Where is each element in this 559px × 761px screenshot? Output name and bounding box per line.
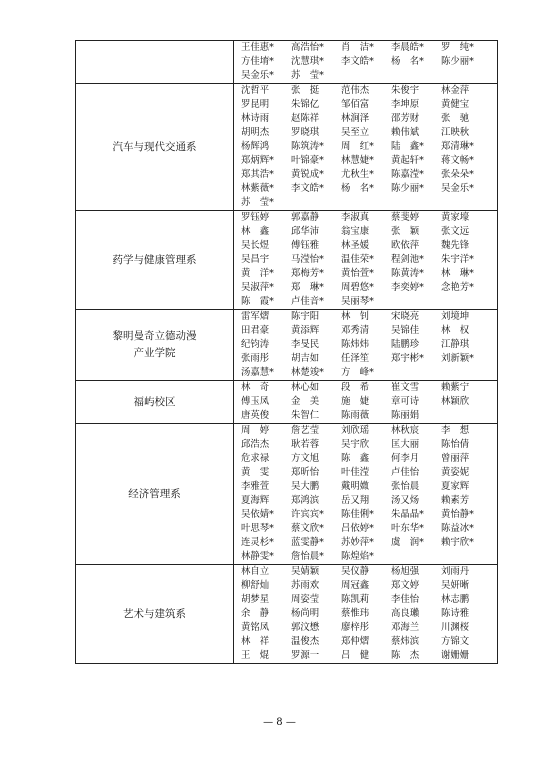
- student-name: 林自立: [241, 566, 270, 577]
- department-name: 汽车与现代交通系: [76, 84, 234, 211]
- student-name: 范伟杰: [341, 85, 370, 96]
- name-line: [241, 281, 497, 295]
- student-name: 段 希: [341, 382, 370, 393]
- name-line: [241, 466, 497, 480]
- department-name: 艺术与建筑系: [76, 565, 234, 664]
- student-name: 卢佳音*: [291, 296, 324, 307]
- student-name: 陈佳俐*: [341, 509, 374, 520]
- student-name: 黄家壕: [441, 212, 470, 223]
- student-name: 唐英俊: [241, 410, 270, 421]
- student-name: 杨 名*: [391, 56, 424, 67]
- name-line: [241, 395, 497, 409]
- student-name: 吴昌宇: [241, 254, 270, 265]
- student-name: 陈 杰: [391, 650, 420, 661]
- student-name: 沈慧琪*: [291, 56, 324, 67]
- student-name: 苏雨欢: [291, 580, 320, 591]
- name-line: [241, 607, 497, 621]
- student-name: 曾丽萍: [441, 453, 470, 464]
- student-name: 黄添辉: [291, 325, 320, 336]
- student-name: 黄怡萱*: [341, 268, 374, 279]
- student-name: 邓秀清: [341, 325, 370, 336]
- student-name: 张 驰: [441, 113, 470, 124]
- department-name: 黎明曼奇立德动漫 产业学院: [76, 310, 234, 381]
- department-row: [76, 41, 498, 84]
- student-name: 江静琪: [441, 339, 470, 350]
- student-name: 廖梓彤: [341, 622, 370, 633]
- student-name: 黄锐成*: [291, 169, 324, 180]
- name-line: [241, 438, 497, 452]
- name-line: [241, 140, 497, 154]
- student-name: 李 想: [441, 425, 470, 436]
- student-name: 郑清琳*: [441, 141, 474, 152]
- student-name: 罗晓琪: [291, 127, 320, 138]
- student-name: 林 鑫: [241, 226, 270, 237]
- student-name: 黄怡静*: [441, 509, 474, 520]
- student-name: 欧依萍: [391, 240, 420, 251]
- student-name: 李坤原: [391, 99, 420, 110]
- student-names-cell: [234, 310, 498, 381]
- student-name: 纪钧涛: [241, 339, 270, 350]
- name-line: [241, 352, 497, 366]
- name-line: [241, 41, 497, 55]
- student-name: 吴锦佳: [391, 325, 420, 336]
- student-name: 陈凯莉: [341, 594, 370, 605]
- student-name: 夏海辉: [241, 495, 270, 506]
- name-line: [241, 84, 497, 98]
- student-name: 吕依婷*: [341, 523, 374, 534]
- student-name: 张朵朵*: [441, 169, 474, 180]
- department-row: [76, 565, 498, 664]
- student-name: 吴妍晰: [441, 580, 470, 591]
- student-name: 李文皓*: [341, 56, 374, 67]
- student-name: 陈少丽*: [441, 56, 474, 67]
- department-row: [76, 310, 498, 381]
- student-name: 林 祥: [241, 636, 270, 647]
- award-list-table: [75, 40, 498, 664]
- name-line: [241, 225, 497, 239]
- student-name: 苏 莹*: [241, 197, 274, 208]
- student-name: 郑鸿滨: [291, 495, 320, 506]
- student-names-cell: [234, 41, 498, 84]
- student-name: 蔡文欣*: [291, 523, 324, 534]
- name-line: [241, 424, 497, 438]
- student-name: 张雨彤: [241, 353, 270, 364]
- name-line: [241, 55, 497, 69]
- student-name: 陈诗雅: [441, 608, 470, 619]
- name-line: [241, 253, 497, 267]
- name-line: [241, 550, 497, 564]
- student-name: 叶思琴*: [241, 523, 274, 534]
- student-name: 吴丽琴*: [341, 296, 374, 307]
- student-name: 林颖欣: [441, 396, 470, 407]
- student-name: 蔡斐婷: [391, 212, 420, 223]
- student-name: 林秋宸: [391, 425, 420, 436]
- student-name: 汤又炀: [391, 495, 420, 506]
- student-name: 岳又翔: [341, 495, 370, 506]
- student-name: 郑文婷: [391, 580, 420, 591]
- student-name: 陆鹏珍: [391, 339, 420, 350]
- student-name: 陆 鑫*: [391, 141, 424, 152]
- student-name: 陈丽娟: [391, 410, 420, 421]
- student-name: 刘境坤: [441, 311, 470, 322]
- student-name: 周 婷: [241, 425, 270, 436]
- student-name: 李淑真: [341, 212, 370, 223]
- student-name: 周碧悠*: [341, 282, 374, 293]
- student-name: 林 琳*: [441, 268, 474, 279]
- student-name: 陈 霞*: [241, 296, 274, 307]
- student-name: 吴至立: [341, 127, 370, 138]
- name-line: [241, 565, 497, 579]
- name-line: [241, 635, 497, 649]
- student-name: 郑昕怡: [291, 467, 320, 478]
- student-name: 詹怡晨*: [291, 551, 324, 562]
- student-name: 蒋文畅*: [441, 155, 474, 166]
- student-name: 周 红*: [341, 141, 374, 152]
- student-name: 叶佳滢: [341, 467, 370, 478]
- student-name: 吴金乐*: [441, 183, 474, 194]
- student-name: 吴淑萍*: [241, 282, 274, 293]
- department-name: 经济管理系: [76, 424, 234, 565]
- student-name: 郭汶懋: [291, 622, 320, 633]
- student-name: 程剑池*: [391, 254, 424, 265]
- student-name: 黄健宝: [441, 99, 470, 110]
- student-name: 朱俊宇: [391, 85, 420, 96]
- student-name: 苏妙萍*: [341, 537, 374, 548]
- student-name: 马滢怡*: [291, 254, 324, 265]
- department-row: [76, 84, 498, 211]
- student-name: 邓海兰: [391, 622, 420, 633]
- name-line: [241, 381, 497, 395]
- student-name: 蔡炜滨: [391, 636, 420, 647]
- student-name: 危求禄: [241, 453, 270, 464]
- student-name: 朱晶晶*: [391, 509, 424, 520]
- name-line: [241, 98, 497, 112]
- student-name: 李晨皓*: [391, 42, 424, 53]
- student-name: 刘欣瑶: [341, 425, 370, 436]
- student-name: 陈雨薇: [341, 410, 370, 421]
- student-name: 林 权: [441, 325, 470, 336]
- department-row: [76, 211, 498, 310]
- student-name: 魏先锋: [441, 240, 470, 251]
- student-name: 李旻民: [291, 339, 320, 350]
- student-name: 叶东华*: [391, 523, 424, 534]
- student-name: 方文旭: [291, 453, 320, 464]
- student-name: 郑仲熠: [341, 636, 370, 647]
- student-names-cell: [234, 211, 498, 310]
- student-name: 林涧泽: [341, 113, 370, 124]
- student-name: 黄起轩*: [391, 155, 424, 166]
- student-name: 川渊桜: [441, 622, 470, 633]
- name-line: [241, 310, 497, 324]
- student-name: 傅钰雅: [291, 240, 320, 251]
- student-name: 李雅萱: [241, 481, 270, 492]
- student-name: 胡明杰: [241, 127, 270, 138]
- name-line: [241, 126, 497, 140]
- student-name: 傅玉凤: [241, 396, 270, 407]
- student-name: 陈炜炜: [341, 339, 370, 350]
- name-line: [241, 168, 497, 182]
- name-line: [241, 154, 497, 168]
- student-name: 施 婕: [341, 396, 370, 407]
- name-line: [241, 69, 497, 83]
- student-name: 周姿莹: [291, 594, 320, 605]
- student-name: 赵陈祥: [291, 113, 320, 124]
- student-name: 邵芳财: [391, 113, 420, 124]
- student-name: 雷军熠: [241, 311, 270, 322]
- student-name: 陈煌焰*: [341, 551, 374, 562]
- student-name: 朱智仁: [291, 410, 320, 421]
- student-name: 高浩怡*: [291, 42, 324, 53]
- name-line: [241, 366, 497, 380]
- student-name: 吴金乐*: [241, 70, 274, 81]
- name-line: [241, 338, 497, 352]
- student-name: 刘新颖*: [441, 353, 474, 364]
- name-line: [241, 239, 497, 253]
- student-name: 王 焜: [241, 650, 270, 661]
- student-name: 苏 莹*: [291, 70, 324, 81]
- student-name: 陈嘉滢*: [391, 169, 424, 180]
- student-name: 郑其浩*: [241, 169, 274, 180]
- student-name: 黄铭凤: [241, 622, 270, 633]
- student-name: 林楚竣*: [291, 367, 324, 378]
- student-name: 李奕婷*: [391, 282, 424, 293]
- student-name: 朱锦亿: [291, 99, 320, 110]
- student-name: 郭嘉静: [291, 212, 320, 223]
- student-name: 卢佳怡: [391, 467, 420, 478]
- student-name: 虞 润*: [391, 537, 424, 548]
- student-name: 翁宝康: [341, 226, 370, 237]
- student-name: 任泽笙: [341, 353, 370, 364]
- student-name: 谢姗姗: [441, 650, 470, 661]
- student-name: 黄 雯: [241, 467, 270, 478]
- name-line: [241, 452, 497, 466]
- name-line: [241, 579, 497, 593]
- student-name: 蓝雯静*: [291, 537, 324, 548]
- student-name: 吕 健: [341, 650, 370, 661]
- name-line: [241, 508, 497, 522]
- name-line: [241, 196, 497, 210]
- name-line: [241, 112, 497, 126]
- student-names-cell: [234, 84, 498, 211]
- student-name: 陈 鑫: [341, 453, 370, 464]
- student-name: 林志鹏: [441, 594, 470, 605]
- department-name: 福屿校区: [76, 381, 234, 424]
- student-name: 杨尚明: [291, 608, 320, 619]
- student-name: 崔文雪: [391, 382, 420, 393]
- student-name: 林 钊: [341, 311, 370, 322]
- student-name: 杨辉鸿: [241, 141, 270, 152]
- student-name: 张 挺: [291, 85, 320, 96]
- student-names-cell: [234, 424, 498, 565]
- student-name: 黄姿妮: [441, 467, 470, 478]
- student-name: 王佳惠*: [241, 42, 274, 53]
- name-line: [241, 522, 497, 536]
- student-name: 耿若蓉: [291, 439, 320, 450]
- student-name: 林紫薇*: [241, 183, 274, 194]
- student-name: 郑 琳*: [291, 282, 324, 293]
- student-name: 金 美: [291, 396, 320, 407]
- student-name: 罗 纯*: [441, 42, 474, 53]
- student-name: 张怡晨: [391, 481, 420, 492]
- student-name: 赖伟斌: [391, 127, 420, 138]
- name-line: [241, 295, 497, 309]
- student-name: 蔡惟玮: [341, 608, 370, 619]
- student-name: 余 静: [241, 608, 270, 619]
- student-name: 叶锦豪*: [291, 155, 324, 166]
- student-name: 陈怡倩: [441, 439, 470, 450]
- student-name: 罗钰婷: [241, 212, 270, 223]
- student-name: 宋晓亮: [391, 311, 420, 322]
- student-name: 吴大鹏: [291, 481, 320, 492]
- page-number: — 8 —: [263, 717, 296, 728]
- student-name: 夏家辉: [441, 481, 470, 492]
- student-name: 沈哲平: [241, 85, 270, 96]
- name-line: [241, 621, 497, 635]
- student-name: 尤秋生*: [341, 169, 374, 180]
- student-name: 林静雯*: [241, 551, 274, 562]
- name-line: [241, 480, 497, 494]
- student-name: 刘雨丹: [441, 566, 470, 577]
- student-name: 郑炳辉*: [241, 155, 274, 166]
- student-name: 张 颖: [391, 226, 420, 237]
- student-name: 林心如: [291, 382, 320, 393]
- student-name: 陈益冰*: [441, 523, 474, 534]
- name-line: [241, 494, 497, 508]
- student-name: 赖素芳: [441, 495, 470, 506]
- name-line: [241, 593, 497, 607]
- student-name: 吴仪静: [341, 566, 370, 577]
- student-name: 汤嘉慧*: [241, 367, 274, 378]
- student-names-cell: [234, 381, 498, 424]
- name-line: [241, 536, 497, 550]
- student-name: 吴宇欣: [341, 439, 370, 450]
- student-name: 李文皓*: [291, 183, 324, 194]
- department-name: [76, 41, 234, 84]
- student-name: 胡梦星: [241, 594, 270, 605]
- student-name: 周冠鑫: [341, 580, 370, 591]
- student-name: 高良瓎: [391, 608, 420, 619]
- student-name: 柳舒灿: [241, 580, 270, 591]
- student-name: 陈黄涛*: [391, 268, 424, 279]
- student-name: 杨旭强: [391, 566, 420, 577]
- name-line: [241, 324, 497, 338]
- student-name: 赖紫宁: [441, 382, 470, 393]
- student-name: 詹艺莹: [291, 425, 320, 436]
- student-name: 赖宇欣*: [441, 537, 474, 548]
- student-name: 郑宇彬*: [391, 353, 424, 364]
- student-name: 陈少丽*: [391, 183, 424, 194]
- student-name: 温俊杰: [291, 636, 320, 647]
- student-name: 郑梅芳*: [291, 268, 324, 279]
- student-name: 杨 名*: [341, 183, 374, 194]
- student-name: 许宾宾*: [291, 509, 324, 520]
- student-name: 何李月: [391, 453, 420, 464]
- student-name: 吴依婧*: [241, 509, 274, 520]
- student-name: 江映秋: [441, 127, 470, 138]
- student-name: 胡吉如: [291, 353, 320, 364]
- student-name: 戴明媺: [341, 481, 370, 492]
- student-name: 林圣媛: [341, 240, 370, 251]
- student-name: 吴长煜: [241, 240, 270, 251]
- student-name: 罗昆明: [241, 99, 270, 110]
- student-name: 肖 洁*: [341, 42, 374, 53]
- department-name: 药学与健康管理系: [76, 211, 234, 310]
- student-name: 温佳荣*: [341, 254, 374, 265]
- student-name: 连灵杉*: [241, 537, 274, 548]
- name-line: [241, 211, 497, 225]
- student-name: 罗源一: [291, 650, 320, 661]
- student-name: 黄 洋*: [241, 268, 274, 279]
- name-line: [241, 182, 497, 196]
- name-line: [241, 409, 497, 423]
- name-line: [241, 649, 497, 663]
- student-name: 田君豪: [241, 325, 270, 336]
- student-name: 林 奇: [241, 382, 270, 393]
- student-name: 林金萍: [441, 85, 470, 96]
- student-name: 陈宇阳: [291, 311, 320, 322]
- student-name: 邱华沛: [291, 226, 320, 237]
- student-name: 邱浩杰: [241, 439, 270, 450]
- student-name: 匡大丽: [391, 439, 420, 450]
- department-row: [76, 381, 498, 424]
- student-name: 方 峰*: [341, 367, 374, 378]
- department-row: [76, 424, 498, 565]
- student-name: 林慧婕*: [341, 155, 374, 166]
- student-name: 吴婧颖: [291, 566, 320, 577]
- student-name: 邹佰富: [341, 99, 370, 110]
- student-name: 张文远: [441, 226, 470, 237]
- student-name: 念艳芳*: [441, 282, 474, 293]
- name-line: [241, 267, 497, 281]
- student-names-cell: [234, 565, 498, 664]
- student-name: 方佳堉*: [241, 56, 274, 67]
- student-name: 李佳怡: [391, 594, 420, 605]
- student-name: 陈筑涛*: [291, 141, 324, 152]
- student-name: 方锦文: [441, 636, 470, 647]
- student-name: 章可诗: [391, 396, 420, 407]
- student-name: 林诗雨: [241, 113, 270, 124]
- student-name: 朱宇洋*: [441, 254, 474, 265]
